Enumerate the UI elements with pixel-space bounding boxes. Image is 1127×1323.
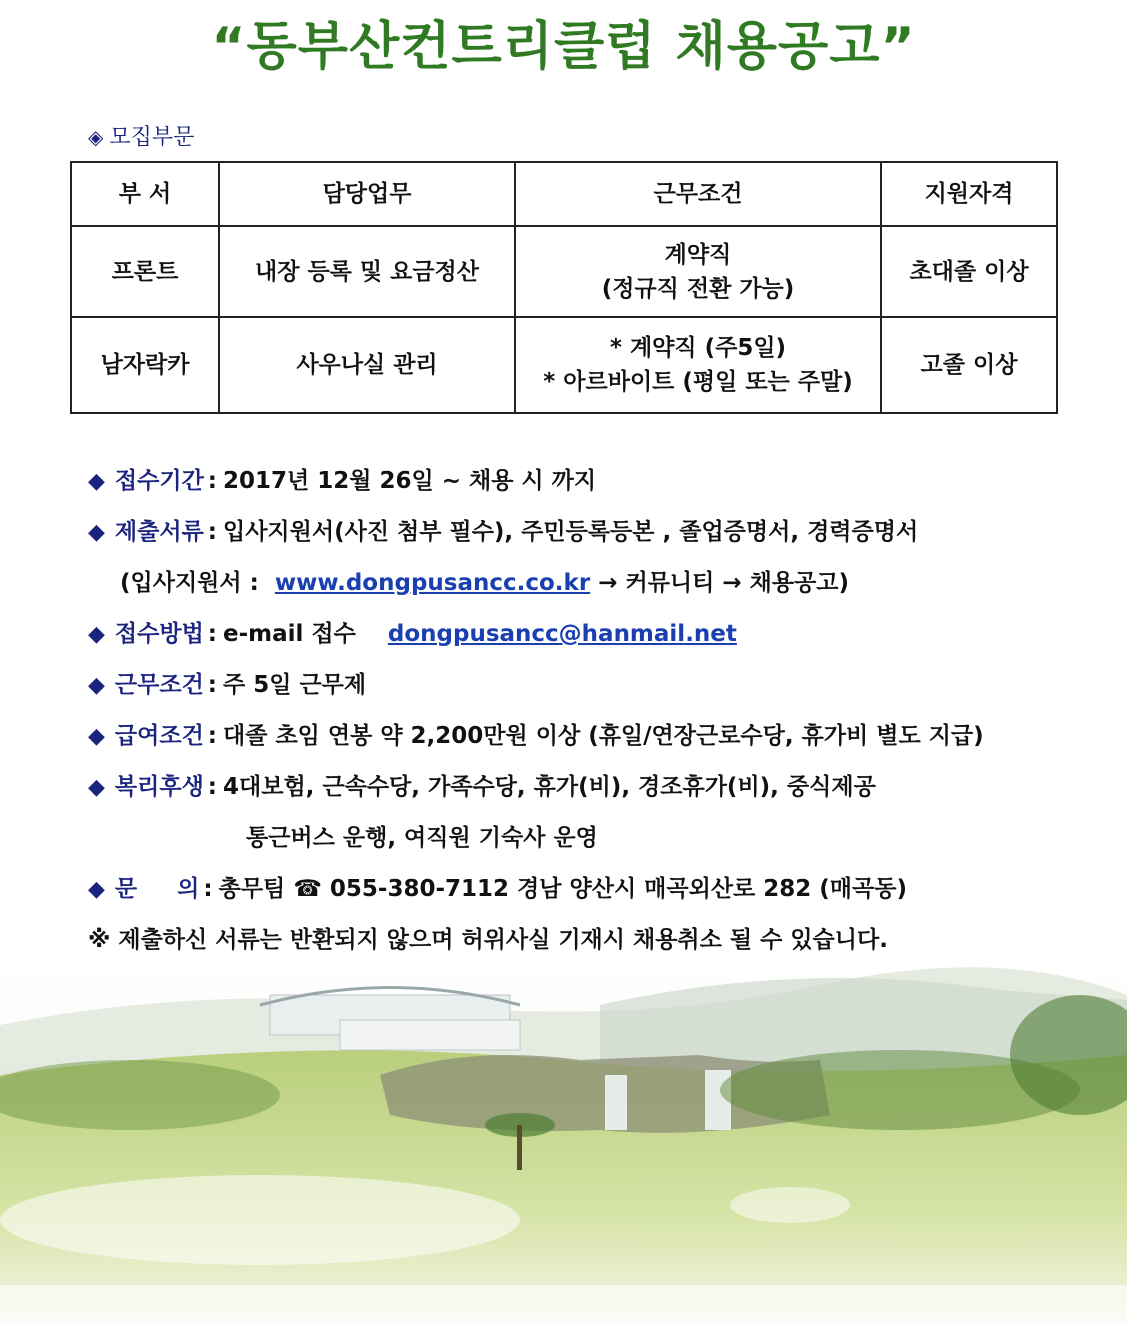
table-row bbox=[71, 226, 1057, 317]
docs-note-prefix: (입사지원서 : bbox=[120, 570, 259, 596]
recruitment-table bbox=[70, 161, 1058, 414]
docs-note-suffix: → 커뮤니티 → 채용공고) bbox=[598, 570, 850, 596]
header-dept: 부 서 bbox=[71, 162, 219, 226]
info-work: ◆ 근무조건 : 주 5일 근무제 bbox=[88, 660, 1098, 711]
section-label: 모집부문 bbox=[109, 125, 195, 150]
diamond-icon: ◆ bbox=[88, 724, 105, 749]
info-welfare-cont bbox=[88, 813, 1098, 864]
diamond-icon: ◆ bbox=[88, 622, 105, 647]
cell-duty: 내장 등록 및 요금정산 bbox=[219, 226, 515, 317]
info-period: ◆ 접수기간 : 2017년 12월 26일 ~ 채용 시 까지 bbox=[88, 456, 1098, 507]
condition-line: * 아르바이트 (평일 또는 주말) bbox=[543, 369, 853, 395]
welfare-value-2: 통근버스 운행, 여직원 기숙사 운영 bbox=[246, 825, 598, 851]
info-welfare: ◆ 복리후생 : 4대보험, 근속수당, 가족수당, 휴가(비), 경조휴가(비), 중식제공 bbox=[88, 762, 1098, 813]
period-value: 2017년 12월 26일 ~ 채용 시 까지 bbox=[223, 468, 597, 494]
cell-condition bbox=[515, 317, 881, 413]
work-value: 주 5일 근무제 bbox=[223, 672, 367, 698]
cell-qualification: 고졸 이상 bbox=[881, 317, 1057, 413]
cell-dept: 프론트 bbox=[71, 226, 219, 317]
condition-line: * 계약직 (주5일) bbox=[609, 335, 787, 361]
cell-duty: 사우나실 관리 bbox=[219, 317, 515, 413]
info-docs: ◆ 제출서류 : 입사지원서(사진 첨부 필수), 주민등록등본 , 졸업증명서, 경력증명서 bbox=[88, 507, 1098, 558]
header-condition: 근무조건 bbox=[515, 162, 881, 226]
diamond-icon: ◆ bbox=[88, 877, 105, 902]
condition-line: (정규직 전환 가능) bbox=[601, 275, 795, 302]
method-value: e-mail 접수 bbox=[223, 621, 356, 647]
docs-value: 입사지원서(사진 첨부 필수), 주민등록등본 , 졸업증명서, 경력증명서 bbox=[223, 519, 919, 545]
notice: ※ 제출하신 서류는 반환되지 않으며 허위사실 기재시 채용취소 될 수 있습니다. bbox=[88, 927, 888, 953]
pay-label: 급여조건 bbox=[114, 723, 204, 749]
section-heading bbox=[88, 120, 194, 151]
diamond-icon: ◆ bbox=[88, 673, 105, 698]
pay-value: 대졸 초임 연봉 약 2,200만원 이상 (휴일/연장근로수당, 휴가비 별도 지급) bbox=[223, 723, 984, 749]
table-header-row bbox=[71, 162, 1057, 226]
contact-value: 총무팀 ☎ 055-380-7112 경남 양산시 매곡외산로 282 (매곡동) bbox=[218, 876, 907, 902]
work-label: 근무조건 bbox=[114, 672, 204, 698]
welfare-label: 복리후생 bbox=[114, 774, 204, 800]
website-link[interactable]: www.dongpusancc.co.kr bbox=[274, 570, 591, 596]
golf-course-illustration bbox=[0, 965, 1127, 1323]
email-link[interactable]: dongpusancc@hanmail.net bbox=[387, 621, 737, 647]
header-duty: 담당업무 bbox=[219, 162, 515, 226]
diamond-icon: ◈ bbox=[88, 125, 104, 149]
welfare-value: 4대보험, 근속수당, 가족수당, 휴가(비), 경조휴가(비), 중식제공 bbox=[223, 774, 876, 800]
contact-label: 문 의 bbox=[114, 876, 200, 902]
diamond-icon: ◆ bbox=[88, 469, 105, 494]
info-docs-note bbox=[88, 558, 1098, 609]
header-qualification: 지원자격 bbox=[881, 162, 1057, 226]
info-list bbox=[88, 456, 1098, 966]
diamond-icon: ◆ bbox=[88, 775, 105, 800]
cell-dept: 남자락카 bbox=[71, 317, 219, 413]
table-row bbox=[71, 317, 1057, 413]
info-method: ◆ 접수방법 : e-mail 접수 dongpusancc@hanmail.net bbox=[88, 609, 1098, 660]
period-label: 접수기간 bbox=[114, 468, 204, 494]
page-title: “동부산컨트리클럽 채용공고” bbox=[211, 17, 916, 77]
method-label: 접수방법 bbox=[114, 621, 204, 647]
info-pay: ◆ 급여조건 : 대졸 초임 연봉 약 2,200만원 이상 (휴일/연장근로수당, 휴가비 별도 지급) bbox=[88, 711, 1098, 762]
condition-line: 계약직 bbox=[664, 241, 732, 268]
docs-label: 제출서류 bbox=[114, 519, 204, 545]
diamond-icon: ◆ bbox=[88, 520, 105, 545]
cell-qualification: 초대졸 이상 bbox=[881, 226, 1057, 317]
cell-condition bbox=[515, 226, 881, 317]
info-contact: ◆ 문 의 : 총무팀 ☎ 055-380-7112 경남 양산시 매곡외산로 282 (매곡동) bbox=[88, 864, 1098, 915]
